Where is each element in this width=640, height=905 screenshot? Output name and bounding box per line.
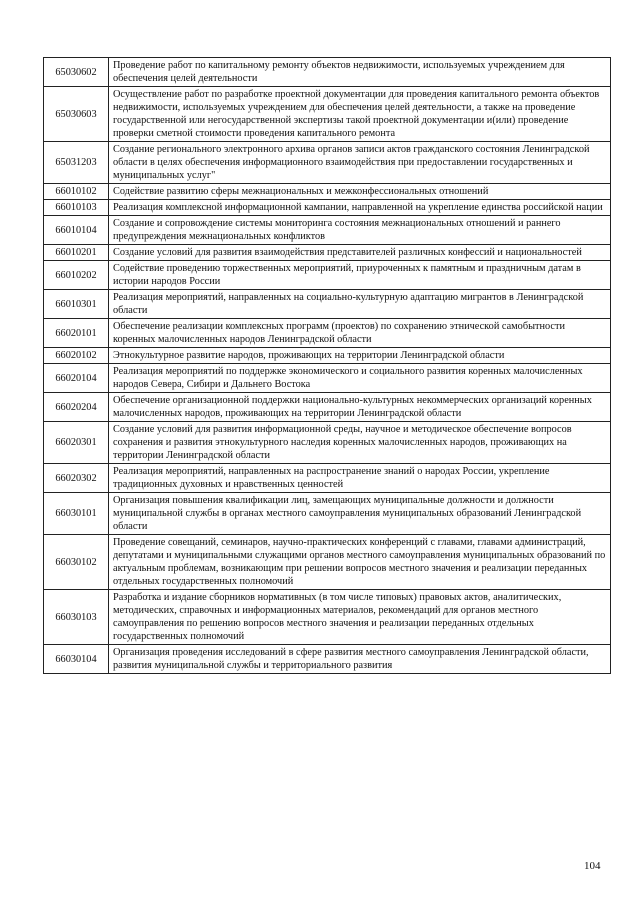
row-name: Создание регионального электронного архива органов записи актов гражданского состояния Ленинградской области в целях обеспечения информационного взаимодействия при предоставлении государственных и муниципальных услуг" [109,142,611,184]
row-code: 66010103 [44,200,109,216]
row-code: 65030603 [44,87,109,142]
row-code: 66020301 [44,422,109,464]
row-name: Создание условий для развития взаимодействия представителей различных конфессий и национальностей [109,245,611,261]
table-row [44,535,611,590]
table-row [44,200,611,216]
row-name: Проведение работ по капитальному ремонту объектов недвижимости, используемых учреждением для обеспечения целей деятельности [109,58,611,87]
row-code: 66020302 [44,464,109,493]
row-name: Содействие проведению торжественных мероприятий, приуроченных к памятным и праздничным датам в истории народов России [109,261,611,290]
table-row [44,393,611,422]
row-name: Разработка и издание сборников нормативных (в том числе типовых) правовых актов, аналитических, методических, справочных и информационных материалов, рекомендаций для органов местного самоуправления по решению вопросов местного значения и реализации переданных отдельных государственных полномочий [109,590,611,645]
row-code: 66030101 [44,493,109,535]
table-row [44,590,611,645]
table-row [44,142,611,184]
row-code: 66030104 [44,645,109,674]
table-row [44,216,611,245]
row-code: 65031203 [44,142,109,184]
row-name: Организация проведения исследований в сфере развития местного самоуправления Ленинградской области, развития муниципальной службы и территориального развития [109,645,611,674]
row-code: 66020102 [44,348,109,364]
row-name: Обеспечение организационной поддержки национально-культурных некоммерческих организаций коренных малочисленных народов, проживающих на территории Ленинградской области [109,393,611,422]
row-name: Содействие развитию сферы межнациональных и межконфессиональных отношений [109,184,611,200]
row-code: 66020204 [44,393,109,422]
page-number: 104 [584,860,601,872]
row-name: Реализация мероприятий по поддержке экономического и социального развития коренных малочисленных народов Севера, Сибири и Дальнего Востока [109,364,611,393]
row-code: 66010201 [44,245,109,261]
row-name: Осуществление работ по разработке проектной документации для проведения капитального ремонта объектов недвижимости, используемых учреждением для обеспечения целей деятельности, а также на проведение государственной или негосударственной экспертизы такой проектной документации и(или) проведение проверки сметной стоимости проведения капитального ремонта [109,87,611,142]
row-name: Обеспечение реализации комплексных программ (проектов) по сохранению этнической самобытности коренных малочисленных народов Ленинградской области [109,319,611,348]
table-body [44,58,611,674]
row-name: Проведение совещаний, семинаров, научно-практических конференций с главами, главами администраций, депутатами и муниципальными служащими органов местного самоуправления муниципальных образований по актуальным проблемам, возникающим при решении вопросов местного значения и реализации переданных отдельных государственных полномочий [109,535,611,590]
row-code: 66020101 [44,319,109,348]
row-name: Реализация мероприятий, направленных на распространение знаний о народах России, укрепление традиционных духовных и нравственных ценностей [109,464,611,493]
row-name: Реализация мероприятий, направленных на социально-культурную адаптацию мигрантов в Ленинградской области [109,290,611,319]
row-code: 66010102 [44,184,109,200]
table-row [44,290,611,319]
table-row [44,493,611,535]
table-row [44,261,611,290]
table-row [44,422,611,464]
table-row [44,245,611,261]
row-name: Реализация комплексной информационной кампании, направленной на укрепление единства российской нации [109,200,611,216]
table-row [44,364,611,393]
table-row [44,348,611,364]
table-row [44,319,611,348]
row-code: 66030103 [44,590,109,645]
row-name: Этнокультурное развитие народов, проживающих на территории Ленинградской области [109,348,611,364]
row-code: 65030602 [44,58,109,87]
row-code: 66030102 [44,535,109,590]
table-row [44,87,611,142]
budget-codes-table [43,57,611,674]
table-row [44,464,611,493]
row-code: 66010301 [44,290,109,319]
row-name: Создание и сопровождение системы мониторинга состояния межнациональных отношений и раннего предупреждения межнациональных конфликтов [109,216,611,245]
row-code: 66010202 [44,261,109,290]
row-name: Организация повышения квалификации лиц, замещающих муниципальные должности и должности муниципальной службы в органах местного самоуправления муниципальных образований Ленинградской области [109,493,611,535]
row-name: Создание условий для развития информационной среды, научное и методическое обеспечение вопросов сохранения и развития этнокультурного наследия коренных малочисленных народов, проживающих на территории Ленинградской области [109,422,611,464]
row-code: 66020104 [44,364,109,393]
table-row [44,184,611,200]
table-row [44,58,611,87]
table-row [44,645,611,674]
row-code: 66010104 [44,216,109,245]
